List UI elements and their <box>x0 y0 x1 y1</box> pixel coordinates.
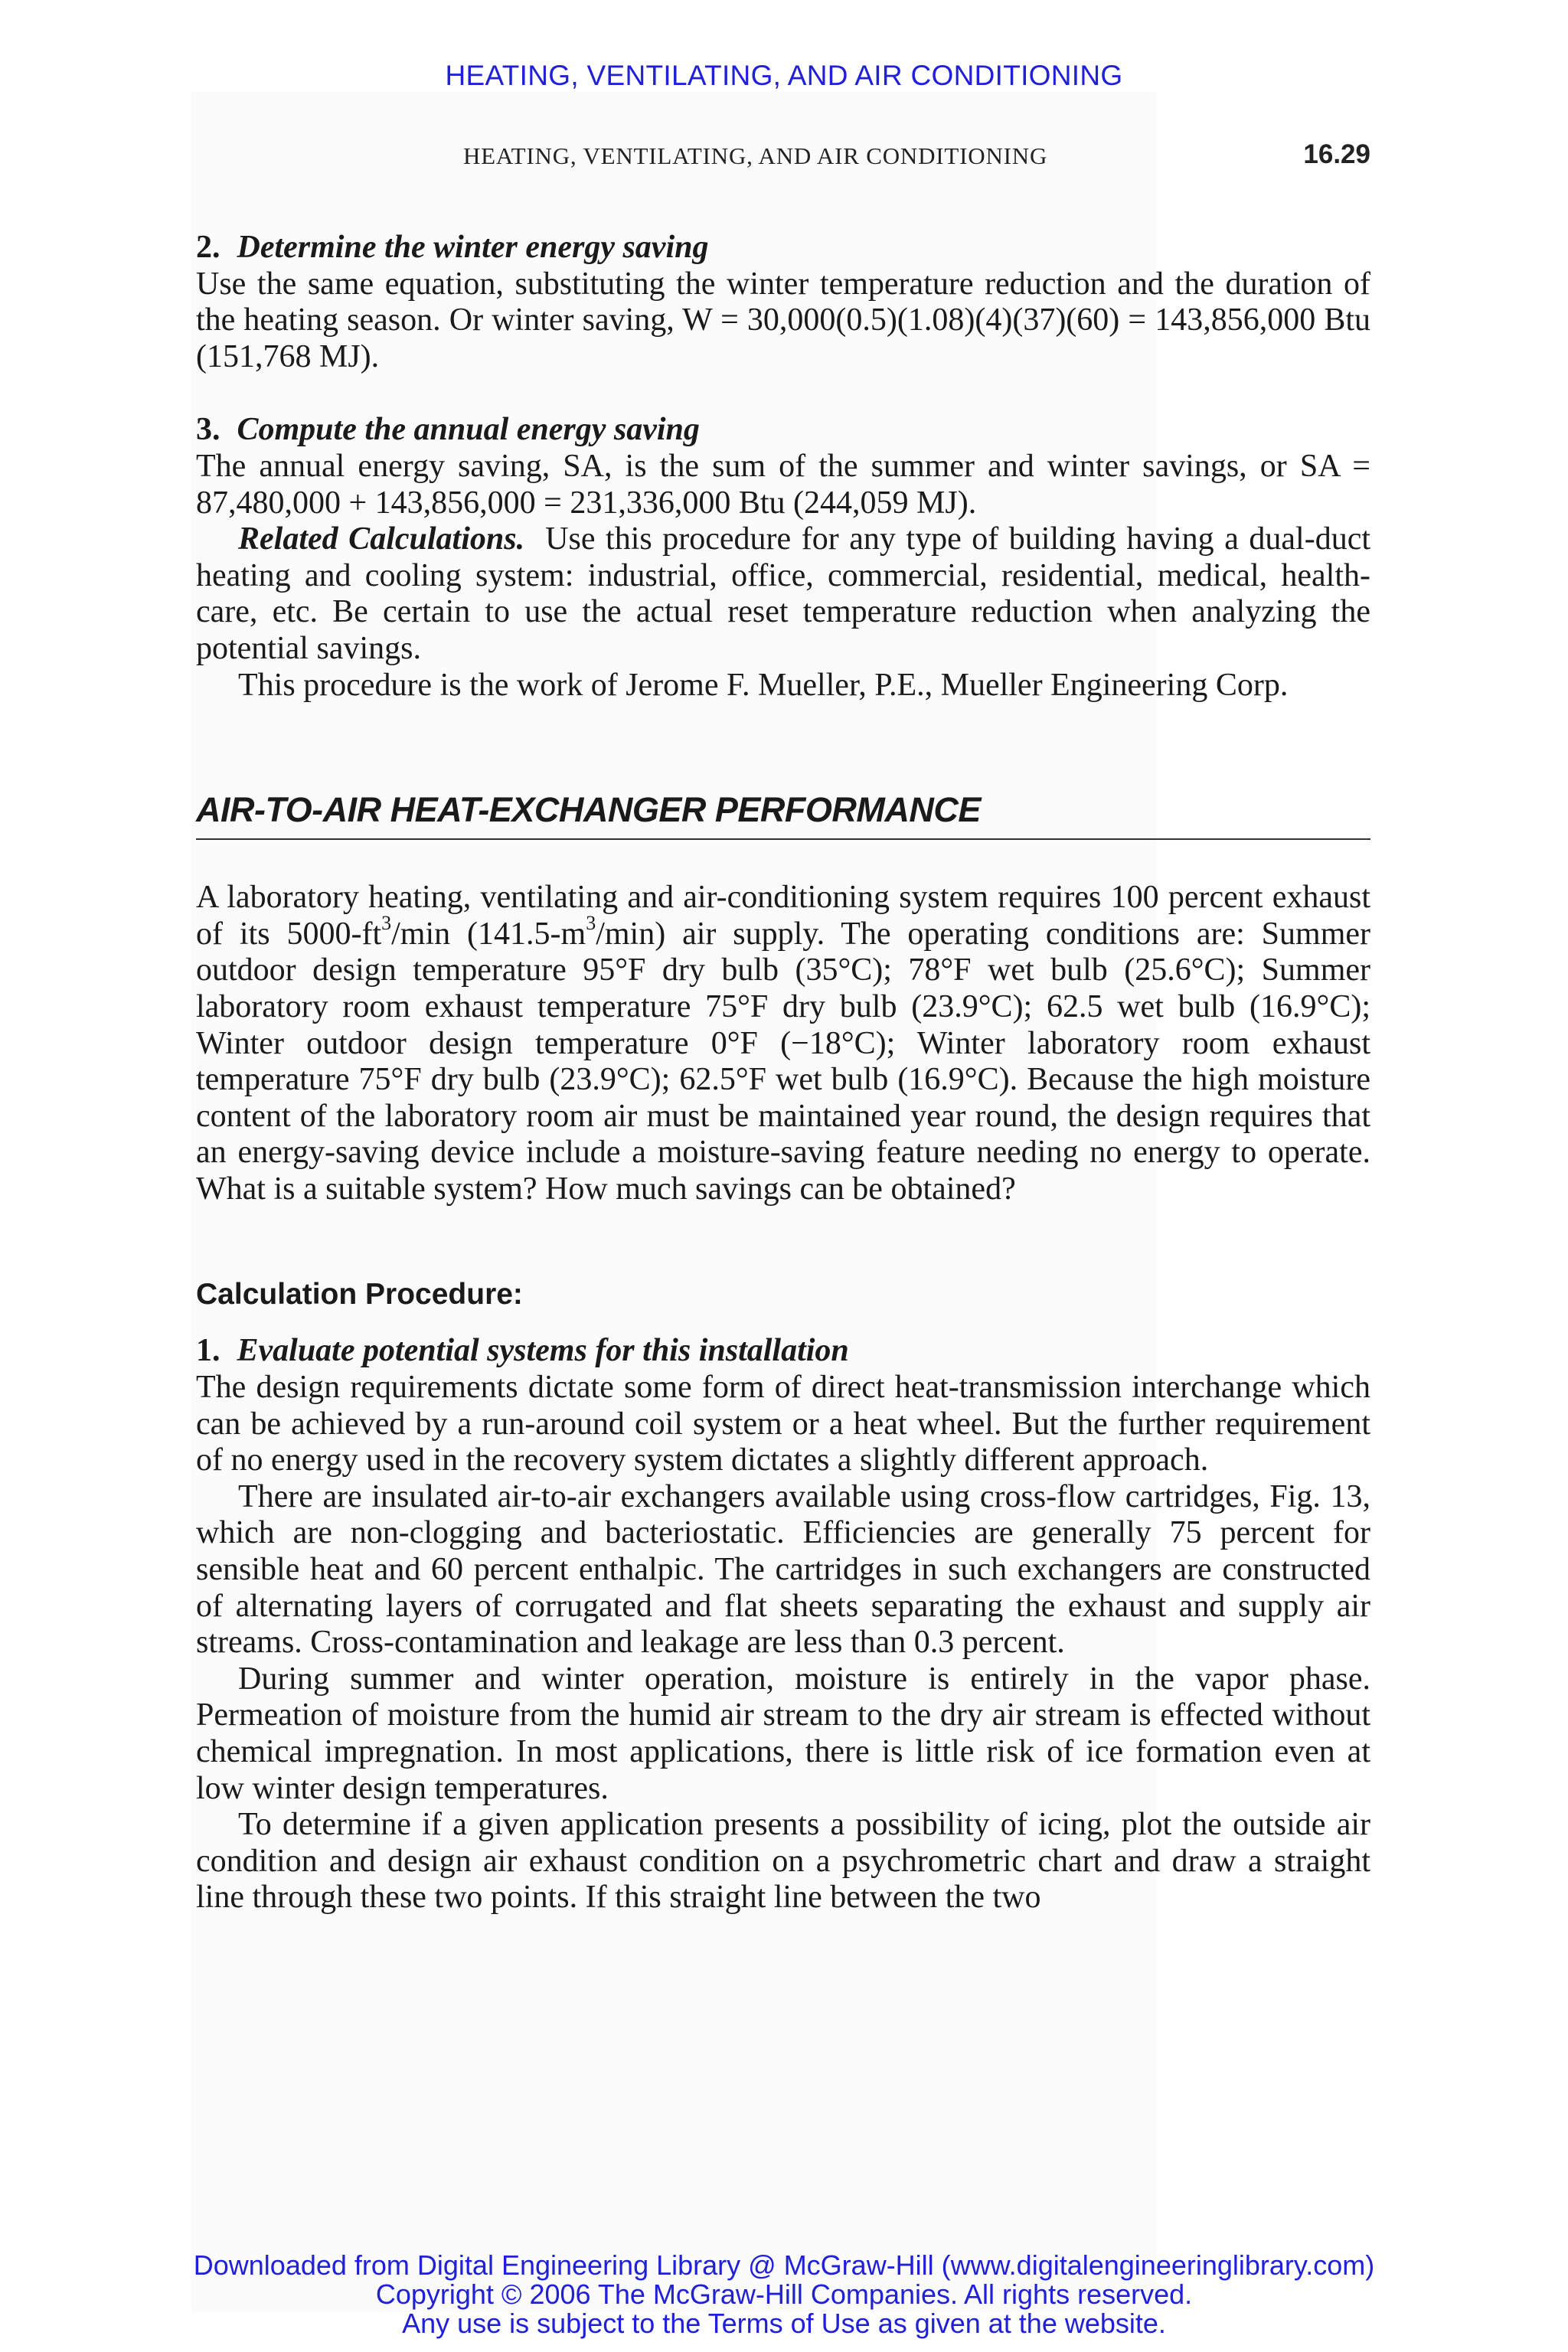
credit-paragraph: This procedure is the work of Jerome F. Mueller, P.E., Mueller Engineering Corp. <box>238 667 1289 703</box>
step-1-heading <box>196 1333 1370 1370</box>
related-calculations-label: Related Calculations. <box>238 521 525 557</box>
problem-text-a: A laboratory heating, ventilating and air-conditioning system requires 100 percent exhaust of its 5000-ft <box>196 880 1370 952</box>
footer-terms-link[interactable]: Any use is subject to the Terms of Use as given at the website. <box>402 2308 1166 2339</box>
related-calculations <box>196 521 1370 667</box>
step-3-heading <box>196 412 1370 449</box>
footer-copyright: Copyright © 2006 The McGraw-Hill Companies. All rights reserved. <box>375 2278 1193 2310</box>
step-3-title: Compute the annual energy saving <box>237 412 700 448</box>
running-head: HEATING, VENTILATING, AND AIR CONDITIONING <box>463 142 1048 169</box>
paragraph: There are insulated air-to-air exchangers available using cross-flow cartridges, Fig. 13, which are non-clogging and bacteriostatic. Efficiencies are generally 75 percent for sensible heat and 60 percent enthalpic. The cartridges in such exchangers are constructed of alternating layers of corrugated and flat sheets separating the exhaust and supply air streams. Cross-contamination and leakage are less than 0.3 percent. <box>196 1478 1370 1661</box>
paragraph: To determine if a given application presents a possibility of icing, plot the outside air condition and design air exhaust condition on a psychrometric chart and draw a straight line through these two points. If this straight line between the two <box>196 1807 1370 1916</box>
superscript-3: 3 <box>586 911 596 934</box>
step-3-number: 3. <box>196 412 220 448</box>
problem-text-c: /min) air supply. The operating conditions are: Summer outdoor design temperature 95°F dry bulb (35°C); 78°F wet bulb (25.6°C); Summer laboratory room exhaust temperature 75°F dry bulb (23.9°C); 62.5 wet bulb (16.9°C); Winter outdoor design temperature 0°F (−18°C); Winter laboratory room exhaust temperature 75°F dry bulb (23.9°C); 62.5°F wet bulb (16.9°C). Because the high moisture content of the laboratory room air must be maintained year round, the design requires that an energy-saving device include a moisture-saving feature needing no energy to operate. What is a suitable system? How much savings can be obtained? <box>196 916 1370 1207</box>
step-2-text: Use the same equation, substituting the winter temperature reduction and the duration of the heating season. Or winter saving, W = 30,000(0.5)(1.08)(4)(37)(60) = 143,856,000 Btu (151,768 MJ). <box>196 266 1370 374</box>
page-content <box>196 230 1370 1916</box>
footer-download-link[interactable]: Downloaded from Digital Engineering Library @ McGraw-Hill (www.digitalengineeringlibrary.com) <box>193 2249 1375 2281</box>
top-banner-link[interactable]: HEATING, VENTILATING, AND AIR CONDITIONING <box>445 60 1123 91</box>
paragraph: During summer and winter operation, moisture is entirely in the vapor phase. Permeation of moisture from the humid air stream to the dry air stream is effected without chemical impregnation. In most applications, there is little risk of ice formation even at low winter design temperatures. <box>196 1661 1370 1806</box>
related-calculations-text: Use this procedure for any type of building having a dual-duct heating and cooling system: industrial, office, commercial, residential, medical, health-care, etc. Be certain to use the actual reset temperature reduction when analyzing the potential savings. <box>196 521 1371 666</box>
section-title: AIR-TO-AIR HEAT-EXCHANGER PERFORMANCE <box>196 788 1370 840</box>
problem-statement <box>196 880 1370 1207</box>
step-3-text: The annual energy saving, SA, is the sum of the summer and winter savings, or SA = 87,480,000 + 143,856,000 = 231,336,000 Btu (244,059 MJ). <box>196 448 1370 521</box>
step-2-heading <box>196 230 1370 266</box>
step-2-number: 2. <box>196 230 220 265</box>
problem-text-b: /min (141.5-m <box>391 916 586 952</box>
paragraph: The design requirements dictate some form of direct heat-transmission interchange which can be achieved by a run-around coil system or a heat wheel. But the further requirement of no energy used in the recovery system dictates a slightly different approach. <box>196 1370 1370 1478</box>
calculation-procedure-heading: Calculation Procedure: <box>196 1278 523 1312</box>
superscript-3: 3 <box>381 911 392 934</box>
step-1-number: 1. <box>196 1333 220 1369</box>
step-2-title: Determine the winter energy saving <box>237 230 709 265</box>
page-number: 16.29 <box>1303 139 1370 169</box>
step-1-title: Evaluate potential systems for this installation <box>237 1333 849 1369</box>
footer <box>0 2251 1568 2338</box>
